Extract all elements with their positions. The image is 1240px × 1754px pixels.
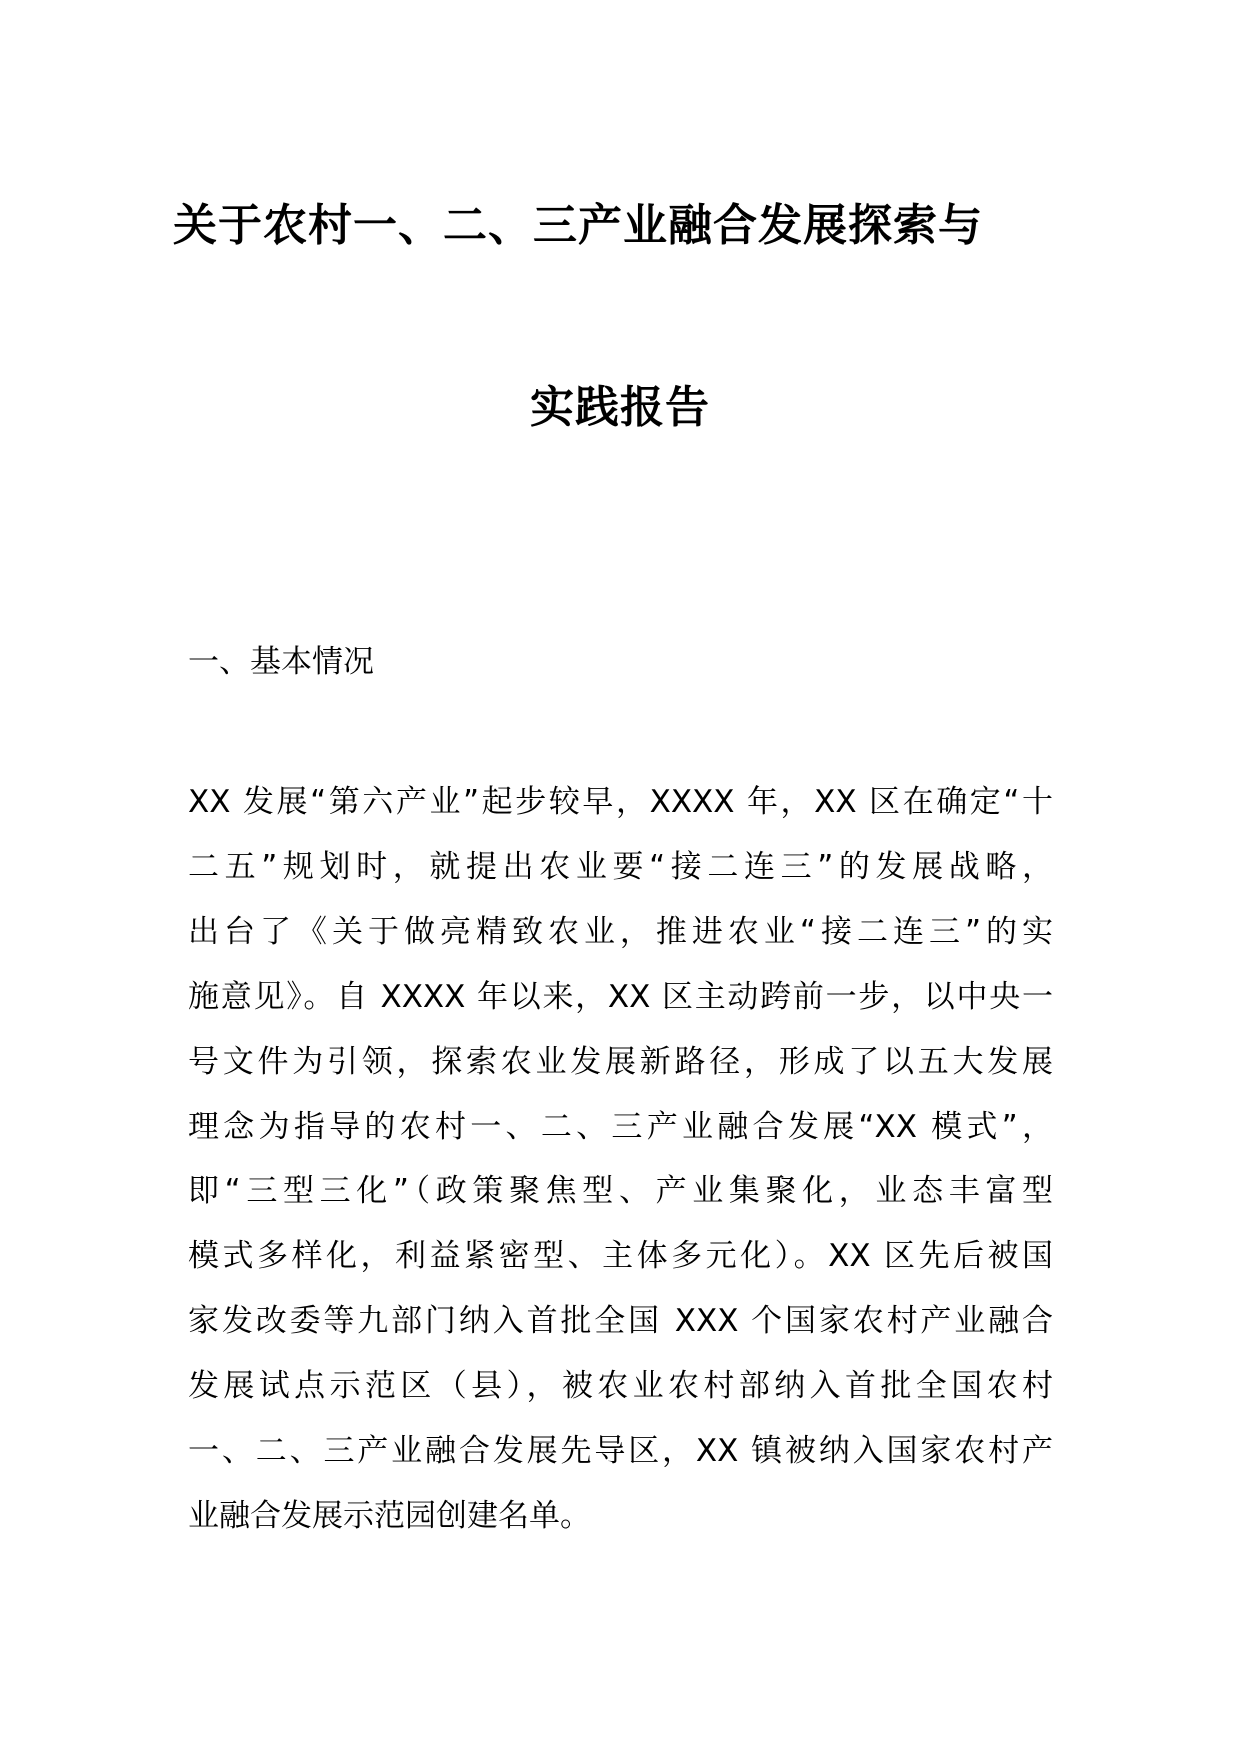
body-paragraph — [188, 770, 1053, 1549]
document-title — [150, 196, 1090, 438]
body-line: 出台了《关于做亮精致农业，推进农业“接二连三”的实 — [188, 913, 1053, 950]
section-heading: 一、基本情况 — [188, 644, 374, 680]
body-line: 模式多样化，利益紧密型、主体多元化）。XX 区先后被国 — [188, 1238, 1053, 1275]
title-line-1: 关于农村一、二、三产业融合发展探索与 — [173, 200, 983, 251]
body-line: 施意见》。自 XXXX 年以来，XX 区主动跨前一步，以中央一 — [188, 978, 1053, 1015]
body-line: 发展试点示范区（县），被农业农村部纳入首批全国农村 — [188, 1368, 1053, 1405]
body-line: 业融合发展示范园创建名单。 — [188, 1497, 591, 1534]
body-line: 即“三型三化”（政策聚焦型、产业集聚化，业态丰富型 — [188, 1173, 1053, 1210]
body-line: 二五”规划时，就提出农业要“接二连三”的发展战略， — [188, 848, 1053, 885]
title-line-2: 实践报告 — [530, 382, 710, 433]
body-line: 家发改委等九部门纳入首批全国 XXX 个国家农村产业融合 — [188, 1303, 1053, 1340]
body-line: 理念为指导的农村一、二、三产业融合发展“XX 模式”， — [188, 1108, 1053, 1145]
body-line: 号文件为引领，探索农业发展新路径，形成了以五大发展 — [188, 1043, 1053, 1080]
body-line: 一、二、三产业融合发展先导区，XX 镇被纳入国家农村产 — [188, 1433, 1053, 1470]
body-line: XX 发展“第六产业”起步较早，XXXX 年，XX 区在确定“十 — [188, 784, 1053, 820]
